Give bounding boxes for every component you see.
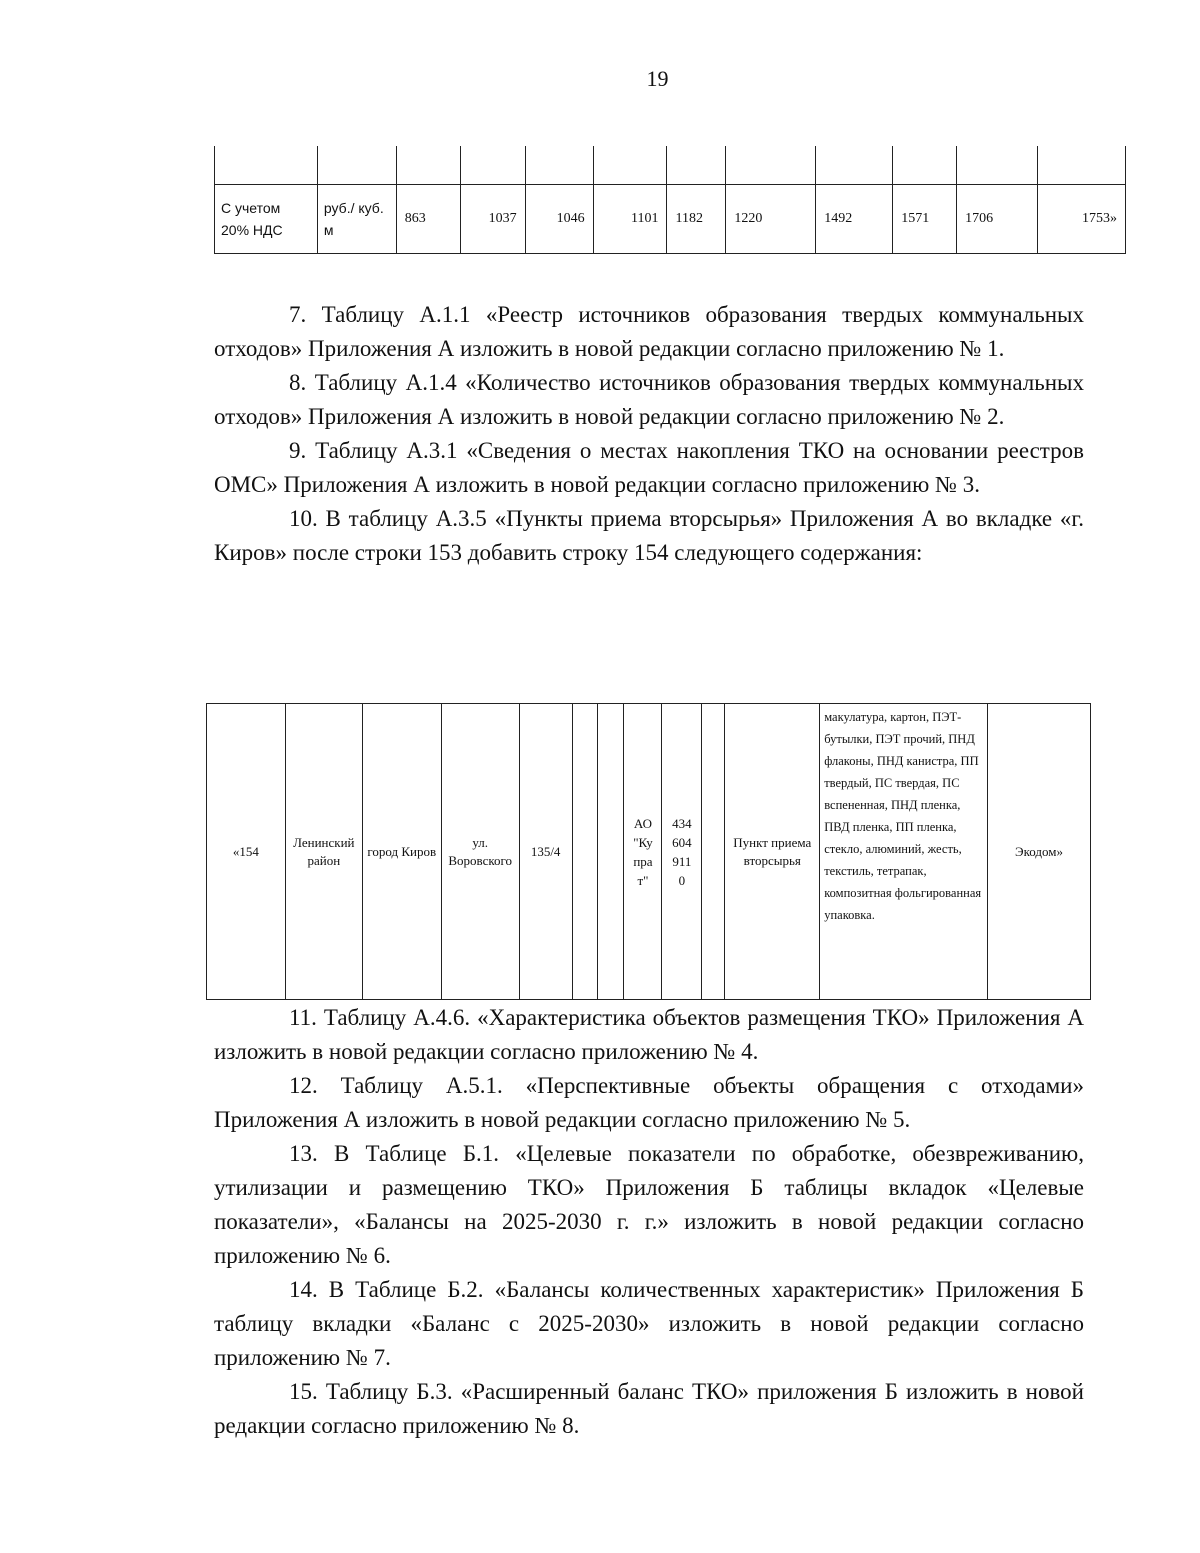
district-cell: Ленинский район xyxy=(285,704,362,1000)
tariff-table xyxy=(214,146,1126,254)
tariff-value: 1046 xyxy=(525,185,593,254)
tariff-value: 1101 xyxy=(593,185,667,254)
point-type-cell: Пункт приема вторсырья xyxy=(725,704,820,1000)
row-number-cell: «154 xyxy=(207,704,286,1000)
paragraph-8: 8. Таблицу А.1.4 «Количество источников образования твердых коммунальных отходов» Приложения А изложить в новой редакции согласно приложению № 2. xyxy=(214,370,1084,429)
paragraph-15: 15. Таблицу Б.3. «Расширенный баланс ТКО» приложения Б изложить в новой редакции согласно приложению № 8. xyxy=(214,1379,1084,1438)
amendments-list-bottom xyxy=(214,1001,1084,1443)
tariff-value: 1706 xyxy=(957,185,1038,254)
operator-cell: Экодом» xyxy=(988,704,1091,1000)
paragraph-13: 13. В Таблице Б.1. «Целевые показатели по обработке, обезвреживанию, утилизации и размещению ТКО» Приложения Б таблицы вкладок «Целевые показатели», «Балансы на 2025-2030 г. г.» изложить в новой редакции согласно приложению № 6. xyxy=(214,1141,1084,1268)
tariff-value: 1182 xyxy=(667,185,726,254)
tariff-value: 1571 xyxy=(893,185,957,254)
vat-label-cell: С учетом 20% НДС xyxy=(215,185,318,254)
street-cell: ул. Воровского xyxy=(441,704,519,1000)
inn-cell: 4346049110 xyxy=(662,704,702,1000)
table-row xyxy=(207,704,1091,1000)
paragraph-7: 7. Таблицу А.1.1 «Реестр источников образования твердых коммунальных отходов» Приложения А изложить в новой редакции согласно приложению № 1. xyxy=(214,302,1084,361)
paragraph-11: 11. Таблицу А.4.6. «Характеристика объектов размещения ТКО» Приложения А изложить в новой редакции согласно приложению № 4. xyxy=(214,1005,1084,1064)
unit-cell: руб./ куб. м xyxy=(317,185,396,254)
materials-cell: макулатура, картон, ПЭТ-бутылки, ПЭТ прочий, ПНД флаконы, ПНД канистра, ПП твердый, ПС твердая, ПС вспененная, ПНД пленка, ПВД пленка, ПП пленка, стекло, алюминий, жесть, текстиль, тетрапак, композитная фольгированная упаковка. xyxy=(820,704,988,1000)
paragraph-14: 14. В Таблице Б.2. «Балансы количественных характеристик» Приложения Б таблицу вкладки «Баланс с 2025-2030» изложить в новой редакции согласно приложению № 7. xyxy=(214,1277,1084,1370)
paragraph-9: 9. Таблицу А.3.1 «Сведения о местах накопления ТКО на основании реестров ОМС» Приложения А изложить в новой редакции согласно приложению № 3. xyxy=(214,438,1084,497)
tariff-value: 863 xyxy=(396,185,460,254)
tariff-value: 1220 xyxy=(726,185,816,254)
table-row xyxy=(215,146,1126,185)
company-cell: АО "Купрат" xyxy=(624,704,662,1000)
table-row xyxy=(215,185,1126,254)
tariff-value: 1037 xyxy=(460,185,525,254)
paragraph-10: 10. В таблицу А.3.5 «Пункты приема вторсырья» Приложения А во вкладке «г. Киров» после строки 153 добавить строку 154 следующего содержания: xyxy=(214,506,1084,565)
house-cell: 135/4 xyxy=(519,704,572,1000)
paragraph-12: 12. Таблицу А.5.1. «Перспективные объекты обращения с отходами» Приложения А изложить в новой редакции согласно приложению № 5. xyxy=(214,1073,1084,1132)
amendments-list-top xyxy=(214,298,1084,570)
tariff-value: 1492 xyxy=(816,185,893,254)
city-cell: город Киров xyxy=(362,704,441,1000)
recycling-points-table xyxy=(206,703,1091,1000)
tariff-value: 1753» xyxy=(1038,185,1126,254)
page-number: 19 xyxy=(646,66,669,91)
